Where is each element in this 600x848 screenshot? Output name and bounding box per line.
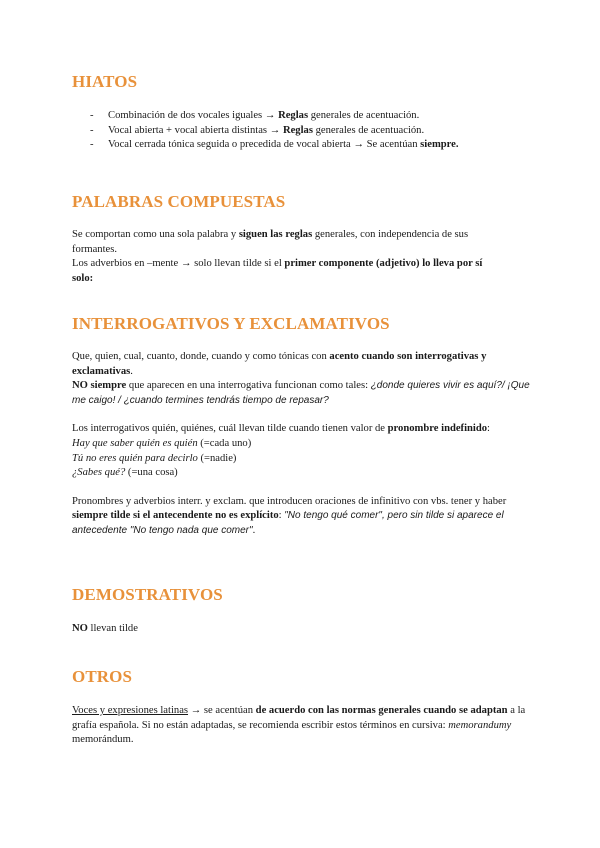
heading-palabras-compuestas: PALABRAS COMPUESTAS	[72, 192, 286, 211]
demostrativos-body	[72, 622, 532, 637]
paragraph: Los interrogativos quién, quiénes, cuál llevan tilde cuando tienen valor de pronombre indefinido:	[72, 423, 490, 435]
paragraph: Voces y expresiones latinas → se acentúan de acuerdo con las normas generales cuando se adaptan a la grafía española. Si no están adaptadas, se recomienda escribir estos términos en cursiva: memorandumy memorándum.	[72, 705, 526, 746]
example-line: Hay que saber quién es quién (=cada uno)	[72, 437, 252, 449]
dash-bullet: -	[90, 124, 94, 136]
paragraph: NO llevan tilde	[72, 623, 138, 634]
list-item: - Vocal abierta + vocal abierta distintas → Reglas generales de acentuación.	[72, 124, 532, 139]
dash-bullet: -	[90, 110, 94, 121]
compuestas-body	[72, 228, 502, 286]
paragraph: Se comportan como una sola palabra y siguen las reglas generales, con independencia de sus formantes.	[72, 229, 469, 255]
example-line: ¿Sabes qué? (=una cosa)	[72, 467, 178, 479]
heading-interrogativos: INTERROGATIVOS Y EXCLAMATIVOS	[72, 314, 390, 333]
paragraph: Que, quien, cual, cuanto, donde, cuando y como tónicas con acento cuando son interrogativas y exclamativas.	[72, 351, 487, 377]
dash-bullet: -	[90, 139, 94, 151]
list-item: - Combinación de dos vocales iguales → Reglas generales de acentuación.	[72, 109, 532, 124]
otros-body	[72, 704, 532, 748]
interrogativos-body	[72, 350, 532, 539]
paragraph: Los adverbios en –mente → solo llevan tilde si el primer componente (adjetivo) lo lleva por sí solo:	[72, 258, 483, 284]
heading-otros: OTROS	[72, 667, 133, 686]
heading-hiatos: HIATOS	[72, 72, 138, 91]
paragraph: NO siempre que aparecen en una interrogativa funcionan como tales: ¿donde quieres vivir es aquí?/ ¡Que me caigo! / ¿cuando termines tendrás tiempo de repasar?	[72, 380, 530, 406]
list-item: - Vocal cerrada tónica seguida o precedida de vocal abierta → Se acentúan siempre.	[72, 138, 532, 153]
hiatos-list	[72, 109, 532, 153]
heading-demostrativos: DEMOSTRATIVOS	[72, 585, 223, 604]
example-line: Tú no eres quién para decirlo (=nadie)	[72, 452, 237, 464]
paragraph: Pronombres y adverbios interr. y exclam. que introducen oraciones de infinitivo con vbs. tener y haber siempre tilde si el antecendente no es explícito: "No tengo qué comer", pero sin tilde si aparece el antecedente "No tengo nada que comer".	[72, 495, 507, 536]
